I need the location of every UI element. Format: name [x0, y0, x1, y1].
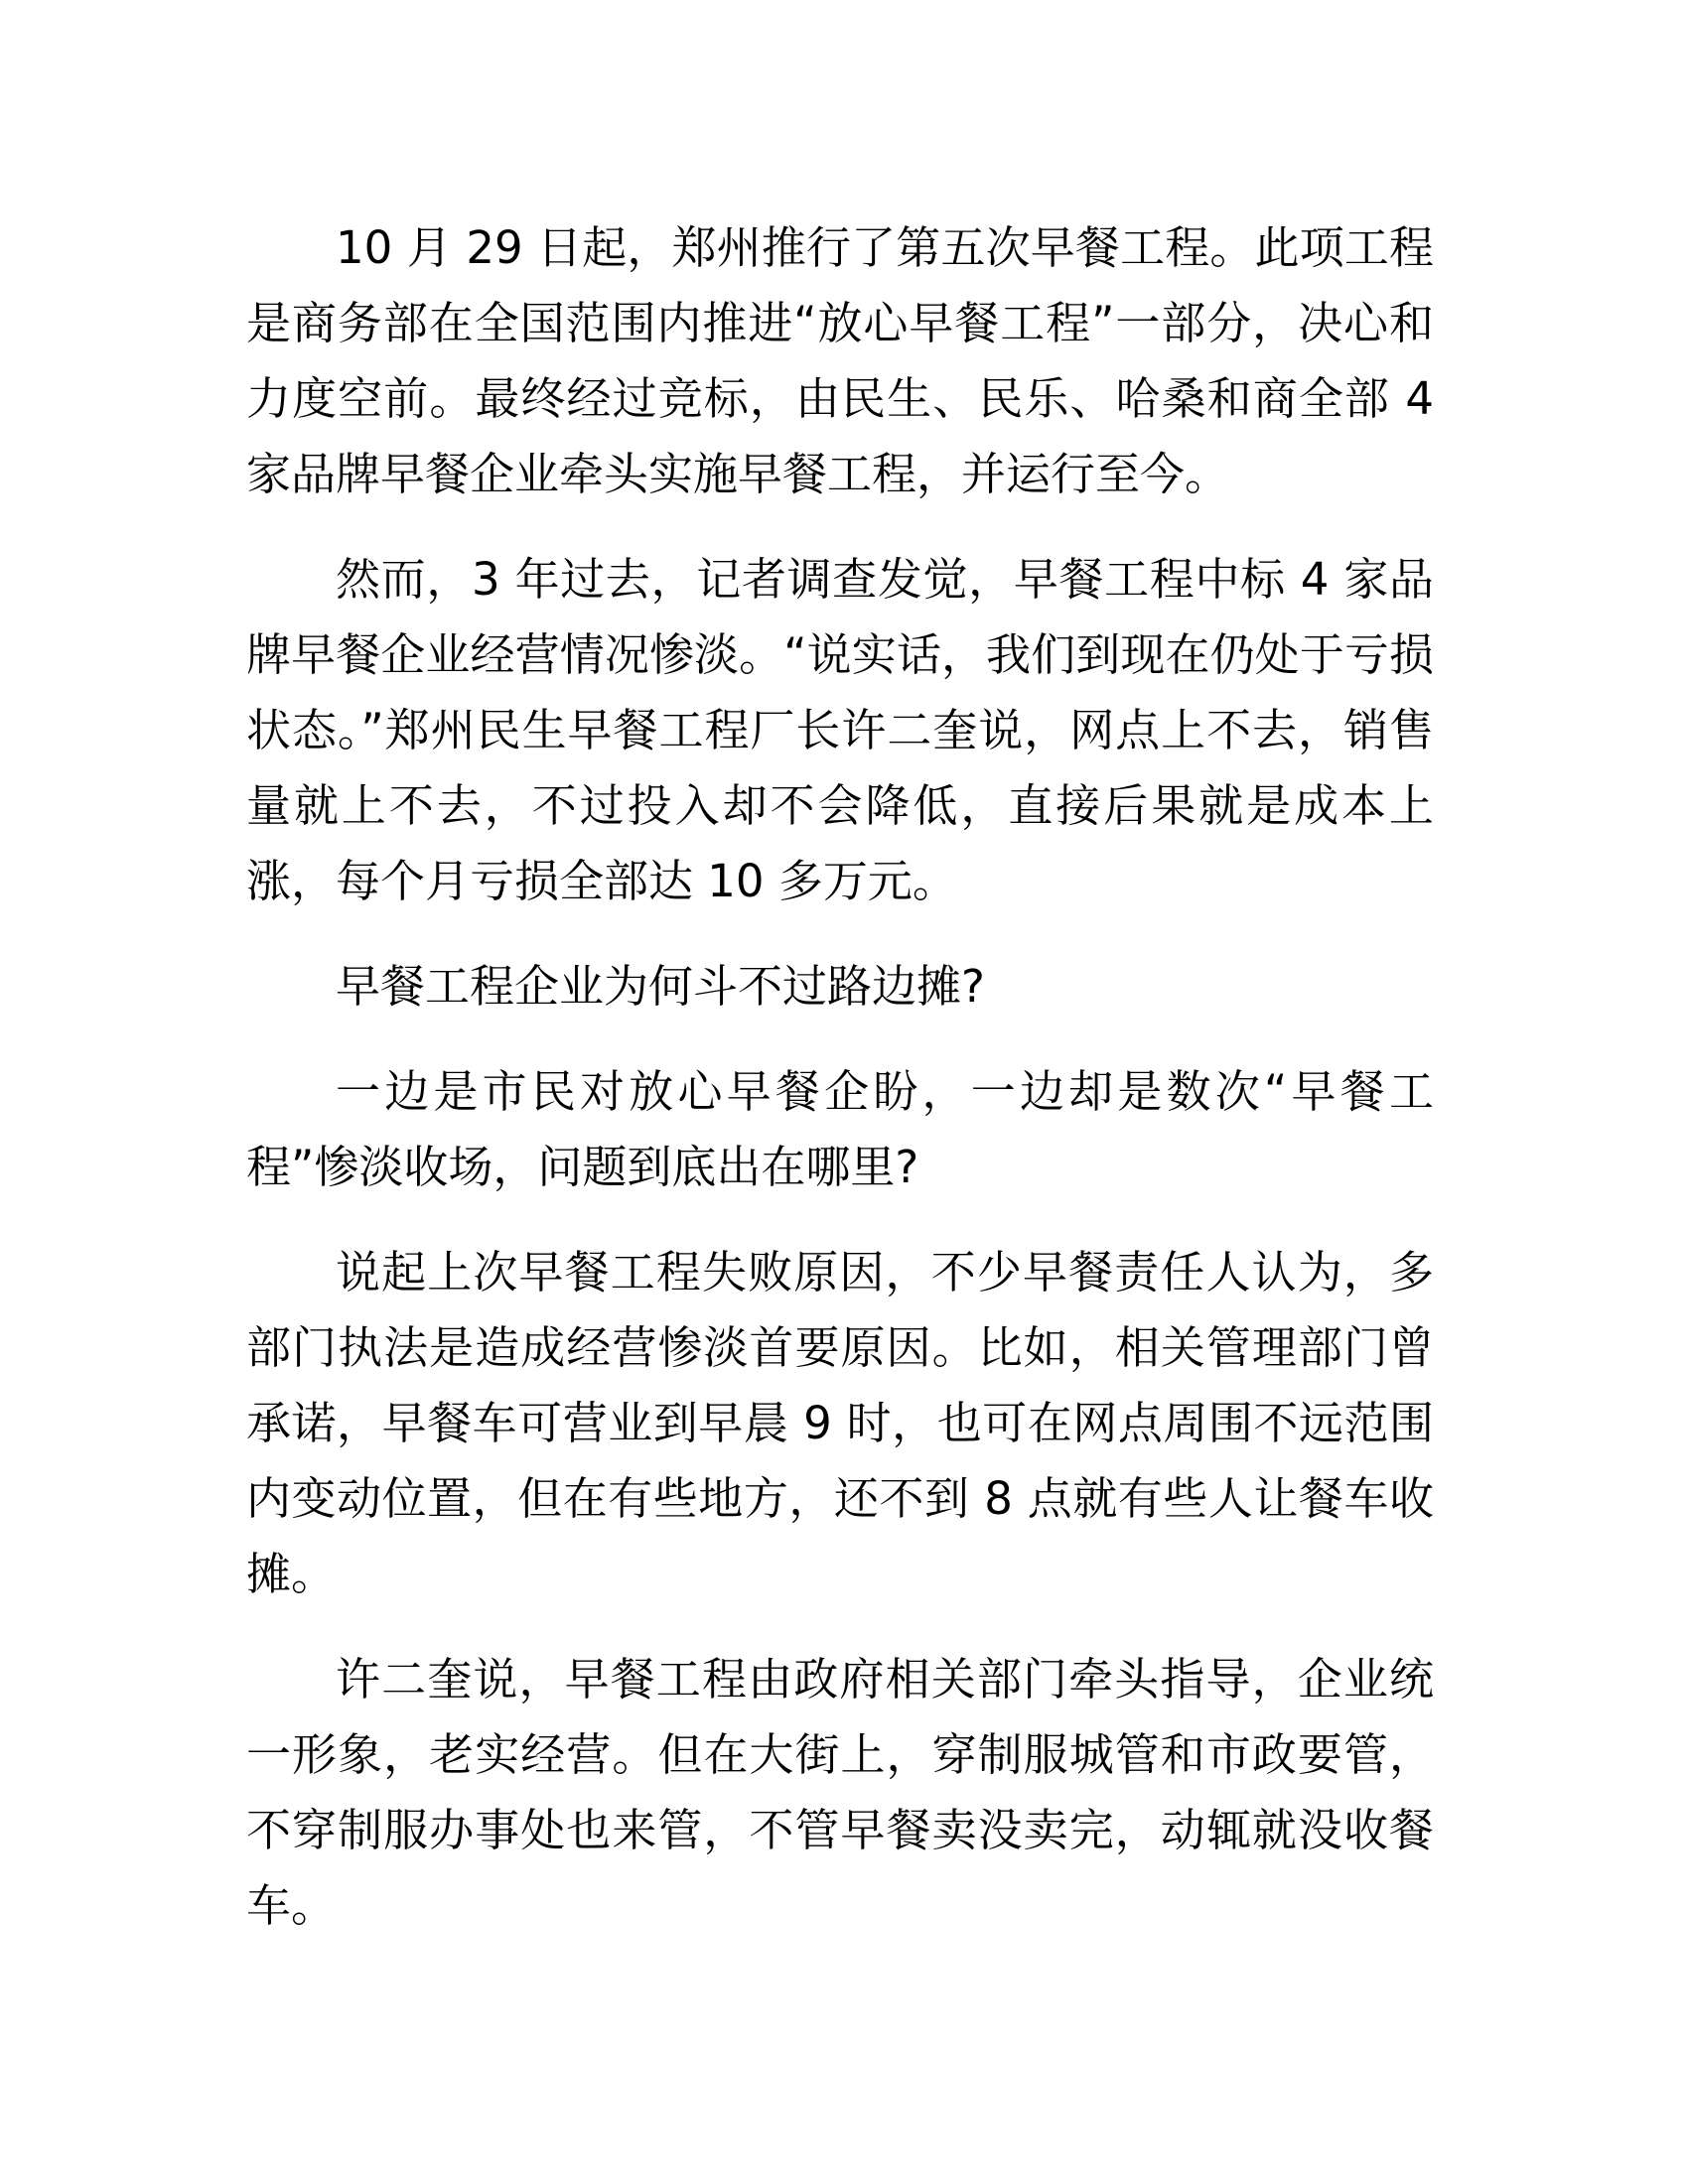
paragraph-1: 10 月 29 日起，郑州推行了第五次早餐工程。此项工程是商务部在全国范围内推进“放心早餐工程”一部分，决心和力度空前。最终经过竞标，由民生、民乐、哈桑和商全部 4 家品牌早餐企业牵头实施早餐工程，并运行至今。	[246, 221, 1434, 500]
paragraph-2: 然而，3 年过去，记者调查发觉，早餐工程中标 4 家品牌早餐企业经营情况惨淡。“说实话，我们到现在仍处于亏损状态。”郑州民生早餐工程厂长许二奎说，网点上不去，销售量就上不去，不过投入却不会降低，直接后果就是成本上涨，每个月亏损全部达 10 多万元。	[246, 553, 1434, 907]
paragraph-4: 一边是市民对放心早餐企盼，一边却是数次“早餐工程”惨淡收场，问题到底出在哪里?	[246, 1065, 1434, 1193]
paragraph-6: 许二奎说，早餐工程由政府相关部门牵头指导，企业统一形象，老实经营。但在大街上，穿制服城管和市政要管，不穿制服办事处也来管，不管早餐卖没卖完，动辄就没收餐车。	[246, 1653, 1434, 1932]
document-page	[246, 210, 1434, 1974]
paragraph-5: 说起上次早餐工程失败原因，不少早餐责任人认为，多部门执法是造成经营惨淡首要原因。比如，相关管理部门曾承诺，早餐车可营业到早晨 9 时，也可在网点周围不远范围内变动位置，但在有些地方，还不到 8 点就有些人让餐车收摊。	[246, 1246, 1434, 1600]
paragraph-3: 早餐工程企业为何斗不过路边摊?	[336, 960, 985, 1013]
